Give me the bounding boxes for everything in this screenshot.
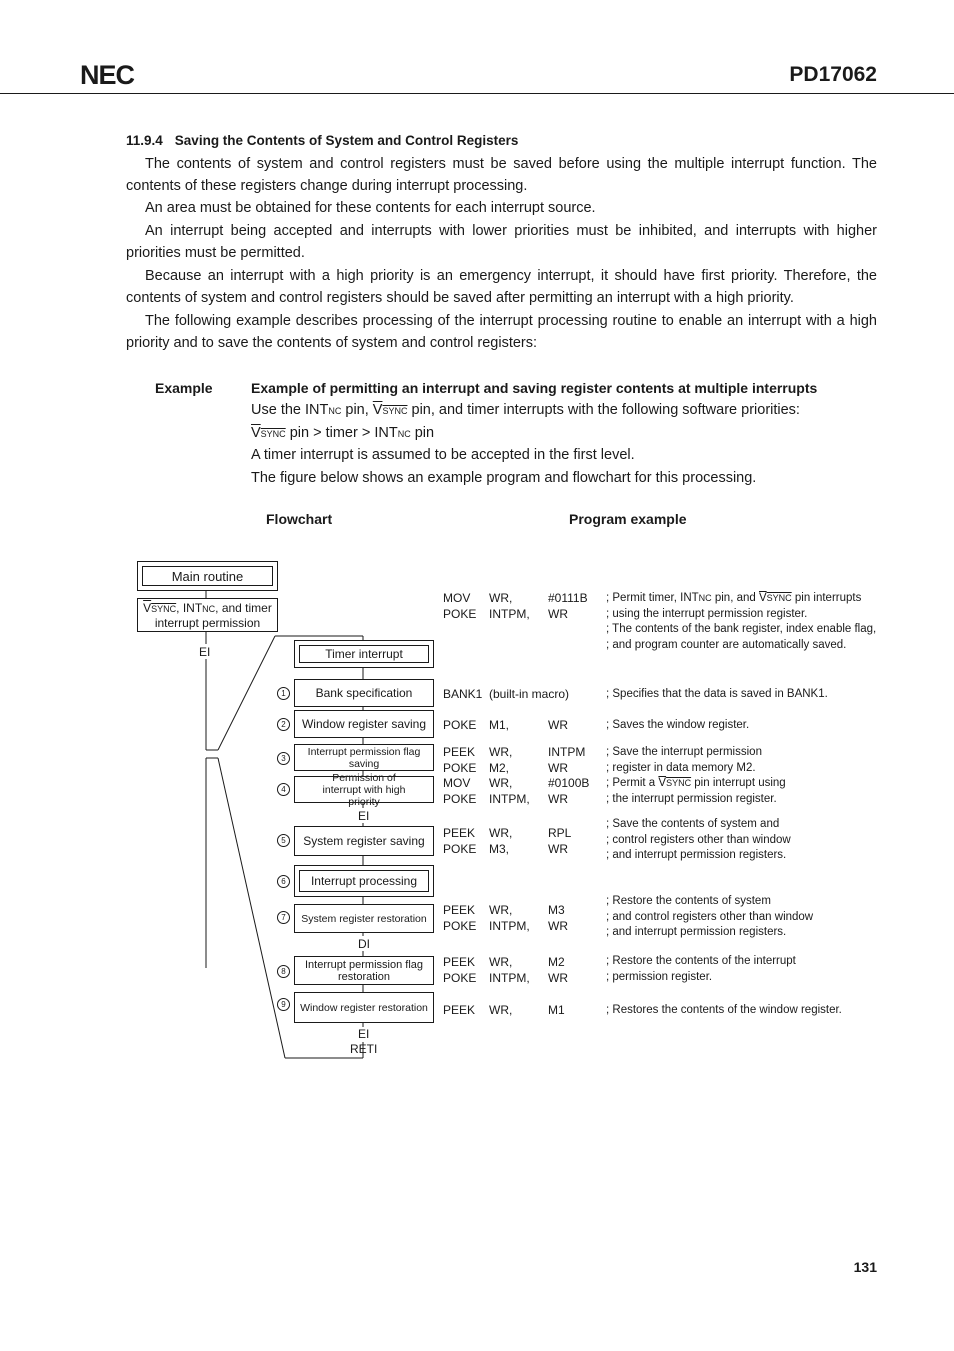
ei-end-label: EI bbox=[358, 1027, 370, 1041]
reti-label: RETI bbox=[350, 1042, 378, 1056]
code-g4-op: PEEK POKE MOV POKE bbox=[443, 745, 477, 806]
code-g5-op: PEEK POKE bbox=[443, 826, 477, 856]
paragraph-1: The contents of system and control registers must be saved before using the multiple interrupt function. The contents of these registers change during interrupt processing. bbox=[126, 156, 877, 194]
example-title: Example of permitting an interrupt and saving register contents at multiple interrupts bbox=[251, 380, 818, 396]
code-g3-arg2: WR bbox=[548, 718, 568, 732]
code-g1-arg1: WR, INTPM, bbox=[489, 591, 530, 621]
code-g1-arg2: #0111B WR bbox=[548, 591, 588, 621]
code-g5-arg2: RPL WR bbox=[548, 826, 572, 856]
example-label: Example bbox=[155, 380, 213, 396]
code-g3-op: POKE bbox=[443, 718, 477, 732]
example-line-1: Use the INTNC pin, VSYNC pin, and timer interrupts with the following software priorities: bbox=[251, 402, 800, 418]
document-id: PD17062 bbox=[789, 63, 877, 86]
paragraph-5: The following example describes processing of the interrupt processing routine to enable an interrupt with a high priority and to save the contents of system and control registers: bbox=[126, 313, 877, 351]
comment-g5: ; Save the contents of system and ; control registers other than window ; and interrupt permission registers. bbox=[606, 818, 791, 861]
step-number-2: 2 bbox=[277, 718, 290, 731]
ei-after-step4-label: EI bbox=[358, 809, 370, 823]
comment-g7: ; Restore the contents of system ; and control registers other than window ; and interrupt permission registers. bbox=[606, 895, 814, 938]
paragraph-4: Because an interrupt with a high priority is an emergency interrupt, it should have first priority. Therefore, the contents of system and control registers should be saved after permitting an interrupt with a high priority. bbox=[126, 268, 877, 306]
code-g9-arg2: M1 bbox=[548, 1003, 565, 1017]
comment-g4: ; Save the interrupt permission ; register in data memory M2. ; Permit a VSYNC pin interrupt using ; the interrupt permission register. bbox=[606, 746, 786, 805]
code-g7-arg1: WR, INTPM, bbox=[489, 903, 530, 933]
step-number-4: 4 bbox=[277, 783, 290, 796]
comment-g3: ; Saves the window register. bbox=[606, 719, 750, 731]
flowchart-heading: Flowchart bbox=[266, 511, 333, 527]
code-g2-op: BANK1 bbox=[443, 687, 483, 701]
code-g9-arg1: WR, bbox=[489, 1003, 513, 1017]
example-line-3: A timer interrupt is assumed to be accepted in the first level. bbox=[251, 447, 635, 463]
code-g9-op: PEEK bbox=[443, 1003, 476, 1017]
code-g8-arg1: WR, INTPM, bbox=[489, 955, 530, 985]
step-interrupt-processing: Interrupt processing bbox=[294, 865, 434, 897]
nec-logo: NEC bbox=[80, 60, 135, 90]
code-g3-arg1: M1, bbox=[489, 718, 510, 732]
step-number-9: 9 bbox=[277, 998, 290, 1011]
step-number-7: 7 bbox=[277, 911, 290, 924]
paragraph-3: An interrupt being accepted and interrupts with lower priorities must be inhibited, and interrupts with higher priorities must be permitted. bbox=[126, 223, 877, 261]
step-number-5: 5 bbox=[277, 834, 290, 847]
interrupt-permission-box: VSYNC, INTNC, and timer interrupt permission bbox=[137, 598, 278, 632]
step-number-1: 1 bbox=[277, 687, 290, 700]
step-number-8: 8 bbox=[277, 965, 290, 978]
step-interrupt-permission-flag-restoration: Interrupt permission flag restoration bbox=[294, 956, 434, 985]
step-interrupt-permission-flag-saving: Interrupt permission flag saving bbox=[294, 744, 434, 771]
code-g4-arg2: INTPM WR #0100B WR bbox=[548, 745, 590, 806]
section-number: 11.9.4 bbox=[126, 133, 163, 148]
step-window-register-restoration: Window register restoration bbox=[294, 992, 434, 1023]
step-window-register-saving: Window register saving bbox=[294, 710, 434, 738]
step-permission-high-priority: Permission of interrupt with high priority bbox=[294, 776, 434, 803]
example-line-2: VSYNC pin > timer > INTNC pin bbox=[251, 425, 435, 441]
step-system-register-restoration: System register restoration bbox=[294, 904, 434, 933]
di-after-step7-label: DI bbox=[358, 937, 370, 951]
code-g4-arg1: WR, M2, WR, INTPM, bbox=[489, 745, 530, 806]
comment-g1: ; Permit timer, INTNC pin, and VSYNC pin interrupts ; using the interrupt permission register. ; The contents of the bank register, index enable flag, ; and program counter are automatically saved. bbox=[606, 592, 877, 651]
comment-g9: ; Restores the contents of the window register. bbox=[606, 1004, 842, 1016]
code-g5-arg1: WR, M3, bbox=[489, 826, 513, 856]
comment-g8: ; Restore the contents of the interrupt ; permission register. bbox=[606, 955, 796, 983]
program-example-heading: Program example bbox=[569, 511, 687, 527]
ei-main-label: EI bbox=[199, 645, 211, 659]
code-g7-arg2: M3 WR bbox=[548, 903, 568, 933]
step-system-register-saving: System register saving bbox=[294, 826, 434, 856]
code-g8-op: PEEK POKE bbox=[443, 955, 477, 985]
code-g8-arg2: M2 WR bbox=[548, 955, 568, 985]
example-line-4: The figure below shows an example program and flowchart for this processing. bbox=[251, 470, 757, 486]
main-routine-box: Main routine bbox=[137, 561, 278, 591]
comment-g2: ; Specifies that the data is saved in BANK1. bbox=[606, 688, 828, 700]
step-number-6: 6 bbox=[277, 875, 290, 888]
code-g7-op: PEEK POKE bbox=[443, 903, 477, 933]
timer-interrupt-box: Timer interrupt bbox=[294, 640, 434, 668]
step-bank-specification: Bank specification bbox=[294, 679, 434, 707]
section-title-text: Saving the Contents of System and Control Registers bbox=[174, 133, 519, 148]
code-g1-op: MOV POKE bbox=[443, 591, 477, 621]
step-number-3: 3 bbox=[277, 752, 290, 765]
paragraph-2: An area must be obtained for these contents for each interrupt source. bbox=[145, 200, 596, 216]
code-g2-arg1: (built-in macro) bbox=[489, 687, 570, 701]
page-number: 131 bbox=[853, 1259, 877, 1275]
